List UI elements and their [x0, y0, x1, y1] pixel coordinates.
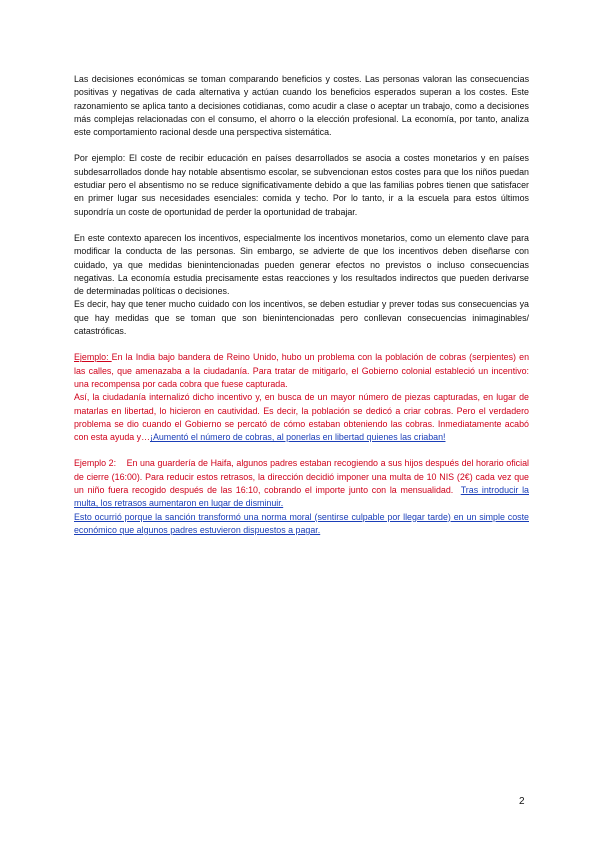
- example-1-paragraph-2: [74, 391, 529, 444]
- example-2-paragraph: [74, 457, 529, 510]
- example-1-label: Ejemplo:: [74, 352, 112, 363]
- example-1-body: En la India bajo bandera de Reino Unido, hubo un problema con la población de cobras (serpientes) en las calles, que amenazaba a la ciudadanía. Para tratar de mitigarlo, el Gobierno colonial estableció un incentivo: una recompensa por cada cobra que fuese capturada.: [74, 352, 530, 389]
- example-2-label: Ejemplo 2:: [74, 458, 117, 469]
- example-2-explanation: Esto ocurrió porque la sanción transformó una norma moral (sentirse culpable por llegar tarde) en un simple coste económico que algunos padres estuvieron dispuestos a pagar.: [74, 511, 529, 535]
- page-content: [74, 73, 529, 537]
- example-2-result: Tras introducir la multa, los retrasos aumentaron en lugar de disminuir.: [74, 485, 529, 509]
- example-2-body: En una guardería de Haifa, algunos padres estaban recogiendo a sus hijos después del horario oficial de cierre (16:00). Para reducir estos retrasos, la dirección decidió imponer una multa de 10 NIS (2€) cada vez que un niño fuera recogido después de las 16:10, cobrando el importe junto con la mensualidad.: [74, 458, 529, 496]
- paragraph-decisions: Las decisiones económicas se toman comparando beneficios y costes. Las personas valoran las consecuencias positivas y negativas de cada alternativa y actúan cuando los beneficios esperados superan a los costes. Este razonamiento se aplica tanto a decisiones cotidianas, como acudir a clase o aceptar un trabajo, como a decisiones más complejas relacionadas con el consumo, el ahorro o la elección profesional. La economía, por tanto, analiza este comportamiento racional desde una perspectiva sistemática.: [74, 74, 529, 138]
- example-1-conclusion: ¡Aumentó el número de cobras, al ponerlas en libertad quienes las criaban!: [149, 432, 446, 443]
- paragraph-incentives-summary: Es decir, hay que tener mucho cuidado con los incentivos, se deben estudiar y prever todas sus consecuencias ya que hay medidas que se toman que son bienintencionadas pero conllevan consecuencias inimaginables/ catastróficas.: [74, 299, 529, 337]
- paragraph-education-example: Por ejemplo: El coste de recibir educación en países desarrollados se asocia a costes monetarios y en países subdesarrollados donde hay notable absentismo escolar, se subvencionan estos costes para que los niños puedan estudiar pero el absentismo no se reduce significativamente debido a que las familias pobres tienen que satisfacer en primer lugar sus necesidades esenciales: comida y techo. Por lo tanto, ir a la escuela para estos últimos supondría un coste de oportunidad de perder la oportunidad de trabajar.: [74, 153, 529, 217]
- page-number: 2: [519, 796, 525, 807]
- example-1-paragraph: [74, 351, 529, 391]
- example-1-body-2: Así, la ciudadanía internalizó dicho incentivo y, en busca de un mayor número de piezas capturadas, en lugar de matarlas en libertad, lo hicieron en cautividad. Es decir, la población se dedicó a criar cobras. Pero el verdadero problema se dio cuando el Gobierno se percató de cómo estaban obteniendo las cobras. Inmediatamente acabó con esta ayuda y…: [74, 392, 529, 443]
- paragraph-incentives: En este contexto aparecen los incentivos, especialmente los incentivos monetarios, como un elemento clave para modificar la conducta de las personas. Sin embargo, se advierte de que los incentivos deben diseñarse con cuidado, ya que medidas bienintencionadas pueden generar efectos no previstos o incluso consecuencias negativas. La economía estudia precisamente estas reacciones y los resultados indirectos que pueden derivarse de determinadas políticas o decisiones.: [74, 232, 529, 297]
